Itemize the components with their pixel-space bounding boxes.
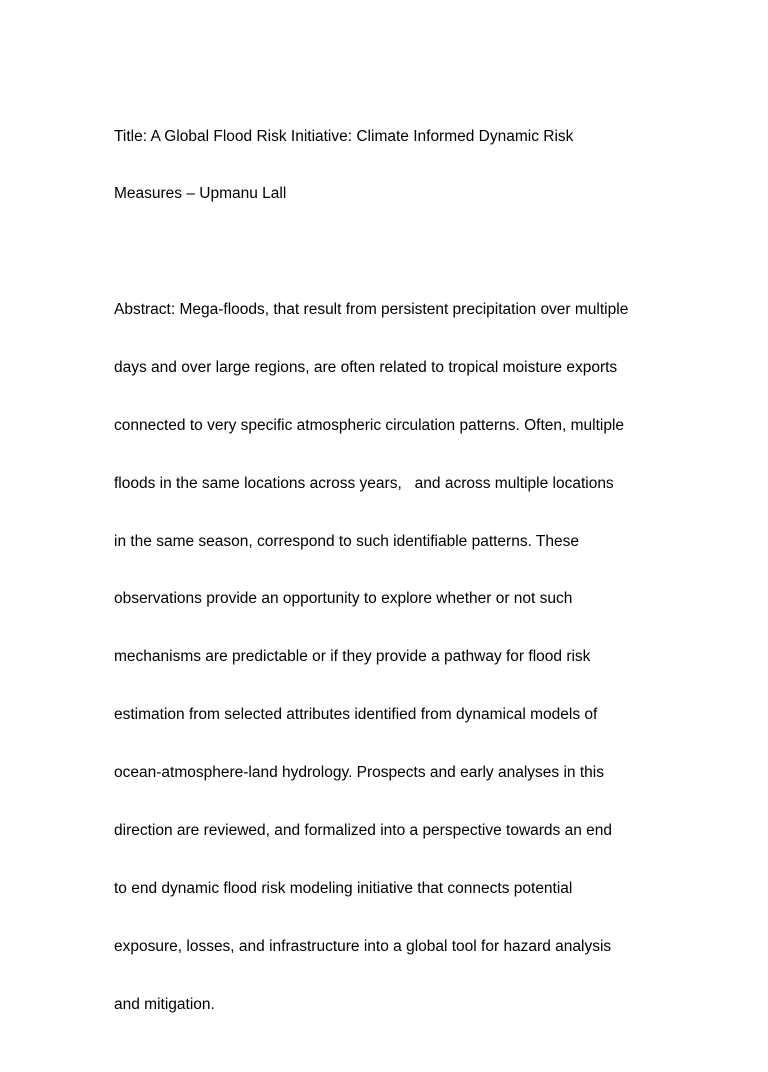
abstract-line: in the same season, correspond to such identifiable patterns. These [114,532,579,550]
abstract-line: and mitigation. [114,995,215,1013]
abstract-line: estimation from selected attributes identified from dynamical models of [114,706,598,724]
abstract-line: connected to very specific atmospheric circulation patterns. Often, multiple [114,416,625,434]
abstract-line: exposure, losses, and infrastructure into a global tool for hazard analysis [114,937,612,955]
abstract-line: direction are reviewed, and formalized into a perspective towards an end [114,821,612,839]
title-paragraph [114,88,674,242]
document-body [114,88,674,1072]
abstract-line: to end dynamic flood risk modeling initiative that connects potential [114,879,573,897]
abstract-line: mechanisms are predictable or if they provide a pathway for flood risk [114,648,591,666]
abstract-line: days and over large regions, are often related to tropical moisture exports [114,358,618,376]
title-line: Measures – Upmanu Lall [114,185,287,203]
abstract-paragraph [114,261,674,1052]
title-line: Title: A Global Flood Risk Initiative: Climate Informed Dynamic Risk [114,127,574,145]
abstract-line: ocean-atmosphere-land hydrology. Prospects and early analyses in this [114,764,604,782]
abstract-line: Abstract: Mega-floods, that result from persistent precipitation over multiple [114,300,629,318]
abstract-line: floods in the same locations across years, and across multiple locations [114,474,614,492]
abstract-line: observations provide an opportunity to explore whether or not such [114,590,573,608]
